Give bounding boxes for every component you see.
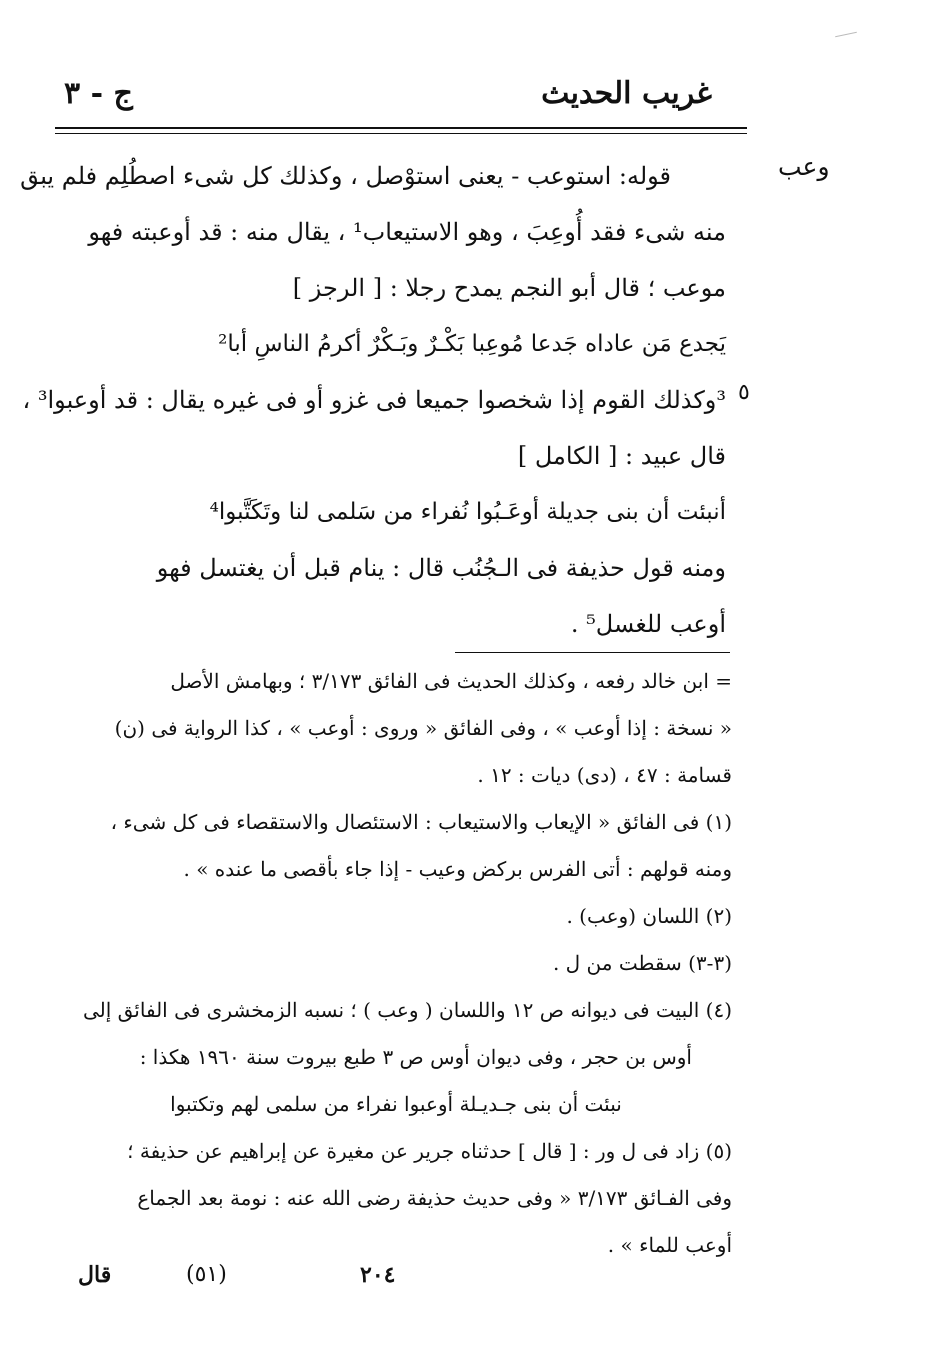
text-line: منه شىء فقد أُوعِبَ ، وهو الاستيعاب¹ ، يقال منه : قد أوعبته فهو — [88, 218, 726, 246]
text-line: ومنه قول حذيفة فى الـجُنُب قال : ينام قبل أن يغتسل فهو — [156, 554, 726, 582]
signature-mark: (٥١) — [186, 1262, 227, 1287]
footnote-line: (٥) زاد فى ل ور : [ قال ] حدثناه جرير عن مغيرة عن إبراهيم عن حذيفة ؛ — [127, 1139, 732, 1163]
page-number: ٢٠٤ — [360, 1262, 396, 1288]
footnote-line: أوس بن حجر ، وفى ديوان أوس ص ٣ طبع بيروت سنة ١٩٦٠ هكذا : — [139, 1045, 692, 1069]
footnotes — [60, 658, 732, 1269]
scan-mark — [835, 32, 857, 38]
footnote-line: قسامة : ٤٧ ، (دى) ديات : ١٢ . — [477, 763, 732, 787]
footnote-line: أوعب للماء » . — [607, 1233, 732, 1257]
verse-line: أنبئت أن بنى جديلة أوعَـبُوا نُفراء من سَلمى لنا وتَكَتَّبوا⁴ — [209, 499, 726, 525]
main-text — [20, 148, 726, 652]
footnote-line: (٤) البيت فى ديوانه ص ١٢ واللسان ( وعب ) ؛ نسبه الزمخشرى فى الفائق إلى — [82, 998, 732, 1022]
footnote-line: « نسخة : إذا أوعب » ، وفى الفائق « وروى : أوعب » ، كذا الرواية فى (ن) — [114, 716, 732, 740]
text-line: أوعب للغسل⁵ . — [570, 610, 726, 638]
header-rule — [55, 127, 747, 129]
footnote-line: (٢) اللسان (وعب) . — [566, 904, 732, 928]
footnote-line: وفى الفـائق ٣/١٧٣ « وفى حديث حذيفة رضى الله عنه : نومة بعد الجماع — [137, 1186, 732, 1210]
footnote-line: ومنه قولهم : أتى الفرس بركض وعيب - إذا جاء بأقصى ما عنده » . — [183, 857, 732, 881]
text-line: ³وكذلك القوم إذا شخصوا جميعا فى غزو أو فى غيره يقال : قد أوعبوا³ ، — [22, 386, 726, 414]
catchword: قال — [78, 1262, 112, 1288]
header-rule-thin — [55, 133, 747, 134]
volume-label: ج - ٣ — [64, 76, 133, 111]
verse-line: يَجدع مَن عاداه جَدعا مُوعِبا بَكْـرٌ وبَـكْرٌ أكرمُ الناسِ أبا² — [218, 331, 726, 357]
footnote-verse: نبئت أن بنى جـديـلة أوعبوا نفراء من سلمى لهم وتكتبوا — [170, 1092, 622, 1116]
running-title: غريب الحديث — [541, 76, 712, 111]
entry-headword: وعب — [778, 152, 830, 181]
footnote-line: = ابن خالد رفعه ، وكذلك الحديث فى الفائق ٣/١٧٣ ؛ وبهامش الأصل — [170, 669, 732, 693]
line-number: ٥ — [738, 380, 750, 405]
text-line: موعب ؛ قال أبو النجم يمدح رجلا : [ الرجز ] — [292, 274, 726, 302]
text-line: قوله: استوعب - يعنى استوْصل ، وكذلك كل شىء اصطُلِم فلم يبق — [20, 162, 671, 190]
footnote-separator — [455, 652, 730, 653]
footnote-line: (٣-٣) سقطت من ل . — [552, 951, 732, 975]
footnote-line: (١) فى الفائق « الإيعاب والاستيعاب : الاستئصال والاستقصاء فى كل شىء ، — [110, 810, 732, 834]
text-line: قال عبيد : [ الكامل ] — [517, 442, 726, 470]
